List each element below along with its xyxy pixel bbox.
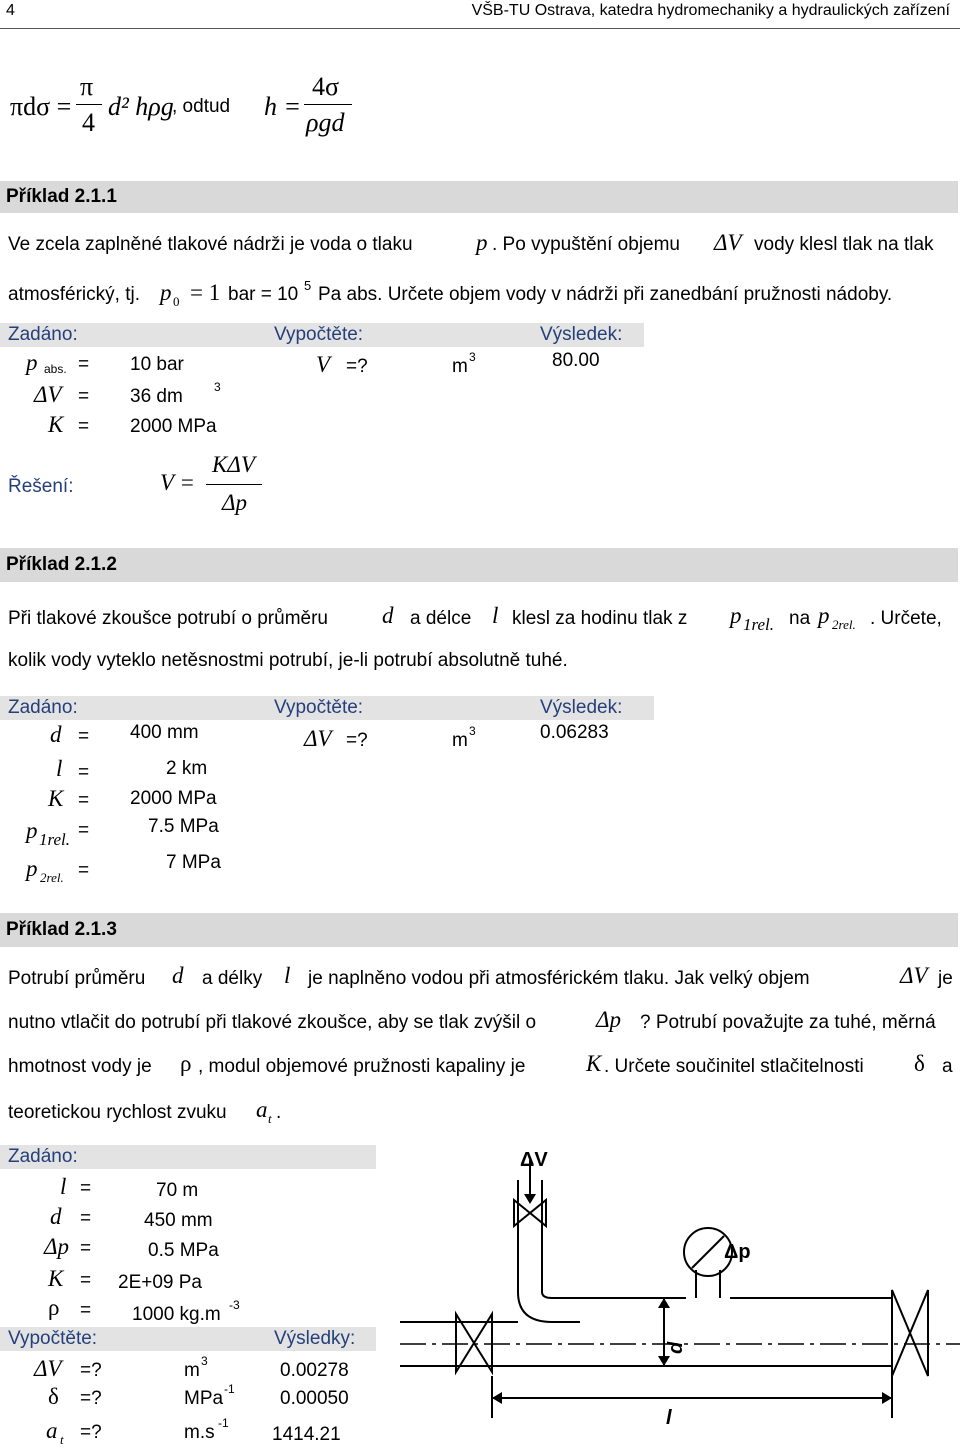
ex2-given-label: Zadáno:: [8, 697, 78, 718]
ex2-given-2-sym: K: [48, 786, 64, 811]
ex1-line2-b: bar = 10: [228, 284, 299, 305]
ex1-given-1-sym: ΔV: [34, 382, 62, 407]
ex2-line1-a: Při tlakové zkoušce potrubí o průměru: [8, 608, 328, 629]
example-1-title: Příklad 2.1.1: [6, 186, 117, 207]
ex2-compute-eq: =?: [346, 730, 368, 751]
figure-dv-label: ΔV: [520, 1149, 548, 1171]
ex2-given-3-sym: p: [26, 818, 38, 843]
ex1-solution-denominator: Δp: [222, 490, 247, 515]
gauge-needle: [692, 1236, 724, 1268]
formula-h-eq: h =: [264, 92, 302, 121]
ex1-result-label: Výsledek:: [540, 324, 623, 345]
ex3-given-4-sym: ρ: [48, 1295, 60, 1320]
ex3-line3-and: a: [942, 1056, 953, 1077]
ex3-line3-c: . Určete součinitel stlačitelnosti: [604, 1056, 864, 1077]
ex3-compute-2-exp: -1: [218, 1416, 229, 1430]
example-2-title-bar: [0, 548, 958, 582]
ex3-given-3-sym: K: [48, 1266, 64, 1291]
ex3-line1-b: a délky: [202, 968, 263, 989]
ex1-line1-dv: ΔV: [714, 230, 742, 255]
ex3-line1-d: d: [172, 963, 184, 988]
example-1-title-bar: [0, 181, 958, 213]
ex2-line2: kolik vody vyteklo netěsnostmi potrubí, je-li potrubí absolutně tuhé.: [8, 650, 568, 671]
ex2-line1-d: d: [382, 603, 394, 628]
ex1-compute-unit: m: [452, 356, 468, 377]
ex1-compute-exp: 3: [469, 350, 476, 364]
ex1-given-0-val: 10 bar: [130, 354, 184, 375]
ex3-compute-label: Vypočtěte:: [8, 1328, 98, 1349]
ex2-given-1-val: 2 km: [166, 758, 208, 779]
ex2-compute-sym: ΔV: [304, 726, 332, 751]
ex3-compute-1-unit: MPa: [184, 1388, 224, 1409]
ex3-given-label: Zadáno:: [8, 1146, 78, 1167]
ex2-compute-unit: m: [452, 730, 468, 751]
ex2-given-2-eq: =: [78, 790, 90, 811]
ex3-line3-b: , modul objemové pružnosti kapaliny je: [198, 1056, 526, 1077]
ex3-line4-b: .: [276, 1102, 282, 1123]
ex3-given-4-val: 1000 kg.m: [132, 1304, 221, 1325]
ex3-given-4-exp: -3: [229, 1298, 240, 1312]
ex3-compute-2-unit: m.s: [184, 1422, 215, 1443]
inlet-arrow-head: [524, 1194, 536, 1204]
ex2-given-0-val: 400 mm: [130, 722, 199, 743]
ex1-line2-c: Pa abs. Určete objem vody v nádrži při zanedbání pružnosti nádoby.: [318, 284, 893, 305]
formula-odtud: , odtud: [172, 96, 231, 117]
ex2-line1-na: na: [789, 608, 811, 629]
pipe-bend-outer: [518, 1292, 580, 1322]
ex3-given-3-eq: =: [80, 1270, 92, 1291]
ex2-given-4-sym: p: [26, 856, 38, 881]
formula-rhs: d² hρg: [108, 92, 174, 121]
ex3-line3-delta: δ: [914, 1051, 925, 1076]
ex1-solution-label: Řešení:: [8, 476, 74, 497]
formula-lhs: πdσ =: [10, 92, 72, 121]
ex2-line1-p1-sub: 1rel.: [743, 615, 775, 634]
ex1-compute-eq: =?: [346, 356, 368, 377]
page-number: 4: [6, 2, 15, 19]
ex1-solution-numerator: KΔV: [212, 452, 255, 477]
ex2-line1-l: l: [492, 603, 499, 628]
ex3-line3-rho: ρ: [180, 1051, 192, 1076]
ex1-given-1-exp: 3: [214, 380, 221, 394]
ex3-given-1-sym: d: [50, 1204, 62, 1229]
ex3-compute-2-sub: t: [60, 1432, 64, 1447]
ex3-line2-dp: Δp: [596, 1007, 621, 1032]
ex3-line3-a: hmotnost vody je: [8, 1056, 152, 1077]
formula-numerator: 4σ: [312, 72, 340, 101]
right-valve-icon: [892, 1290, 928, 1376]
ex3-line4-a: teoretickou rychlost zvuku: [8, 1102, 227, 1123]
ex3-line1-a: Potrubí průměru: [8, 968, 146, 989]
ex3-compute-2-result: 1414.21: [272, 1424, 341, 1445]
ex2-given-3-sub: 1rel.: [39, 830, 71, 849]
header-rule: [0, 28, 960, 29]
ex1-result: 80.00: [552, 350, 600, 371]
ex2-given-4-sub: 2rel.: [40, 870, 64, 885]
ex2-given-0-eq: =: [78, 726, 90, 747]
ex3-line2-b: ? Potrubí považujte za tuhé, měrná: [640, 1012, 936, 1033]
ex1-given-0-eq: =: [78, 354, 90, 375]
formula-denominator: ρgd: [306, 108, 345, 137]
ex3-given-4-eq: =: [80, 1300, 92, 1321]
ex2-line1-c: klesl za hodinu tlak z: [512, 608, 688, 629]
ex3-given-1-eq: =: [80, 1208, 92, 1229]
ex2-compute-label: Vypočtěte:: [274, 697, 364, 718]
ex3-given-2-sym: Δp: [44, 1234, 69, 1259]
ex1-given-2-sym: K: [48, 412, 64, 437]
ex1-line1-p: p: [476, 230, 488, 255]
ex1-line1-a: Ve zcela zaplněné tlakové nádrži je voda o tlaku: [8, 234, 413, 255]
dimension-l-arrow-left: [492, 1392, 502, 1404]
ex2-given-1-eq: =: [78, 762, 90, 783]
dimension-l-arrow-right: [882, 1392, 892, 1404]
figure-d-label: d: [665, 1341, 687, 1354]
ex2-compute-exp: 3: [469, 724, 476, 738]
ex3-line2-a: nutno vtlačit do potrubí při tlakové zkoušce, aby se tlak zvýšil o: [8, 1012, 537, 1033]
ex1-given-0-sym: p: [26, 350, 38, 375]
pipe-diagram: [400, 1140, 960, 1446]
ex2-given-1-sym: l: [56, 756, 63, 781]
ex3-given-0-val: 70 m: [156, 1180, 199, 1201]
formula-four: 4: [82, 108, 95, 137]
ex1-given-1-eq: =: [78, 386, 90, 407]
ex2-line1-p2-sub: 2rel.: [832, 617, 856, 632]
example-2-title: Příklad 2.1.2: [6, 554, 117, 575]
ex2-given-4-eq: =: [78, 860, 90, 881]
dimension-d-arrow-top: [658, 1298, 670, 1308]
formula-frac-line-2: [304, 104, 352, 105]
ex1-line1-c: vody klesl tlak na tlak: [754, 234, 934, 255]
ex3-line3-k: K: [586, 1051, 602, 1076]
ex1-given-2-eq: =: [78, 416, 90, 437]
ex3-given-0-eq: =: [80, 1178, 92, 1199]
ex3-compute-0-unit: m: [184, 1360, 200, 1381]
ex2-result-label: Výsledek:: [540, 697, 623, 718]
ex1-solution-lhs: V =: [160, 470, 195, 495]
formula-pi: π: [80, 72, 94, 101]
ex3-compute-0-exp: 3: [201, 1354, 208, 1368]
ex1-line2-eq: = 1: [190, 280, 221, 305]
ex2-result: 0.06283: [540, 722, 609, 743]
ex1-line2-a: atmosférický, tj.: [8, 284, 140, 305]
ex3-compute-2-eq: =?: [80, 1422, 102, 1443]
ex2-line1-b: a délce: [410, 608, 472, 629]
ex2-given-3-val: 7.5 MPa: [148, 816, 219, 837]
ex1-given-0-sub: abs.: [44, 362, 67, 376]
example-3-title: Příklad 2.1.3: [6, 919, 117, 940]
ex3-compute-2-sym: a: [46, 1418, 58, 1443]
ex1-line2-exp: 5: [304, 278, 312, 293]
ex2-line1-p1: p: [730, 603, 742, 628]
ex3-given-3-val: 2E+09 Pa: [118, 1272, 202, 1293]
ex3-results-label: Výsledky:: [274, 1328, 356, 1349]
ex3-compute-1-exp: -1: [224, 1382, 235, 1396]
institution-title: VŠB-TU Ostrava, katedra hydromechaniky a hydraulických zařízení: [471, 2, 950, 19]
ex3-line4-at: a: [256, 1097, 268, 1122]
ex2-line1-p2: p: [818, 603, 830, 628]
pipe-bend-inner: [542, 1292, 580, 1298]
ex3-given-1-val: 450 mm: [144, 1210, 213, 1231]
ex1-line1-b: . Po vypuštění objemu: [492, 234, 680, 255]
ex3-line1-c: je naplněno vodou při atmosférickém tlaku. Jak velký objem: [308, 968, 810, 989]
ex1-given-2-val: 2000 MPa: [130, 416, 217, 437]
ex3-compute-0-sym: ΔV: [34, 1356, 62, 1381]
ex3-given-2-eq: =: [80, 1238, 92, 1259]
ex3-line4-at-sub: t: [268, 1111, 272, 1126]
ex1-given-label: Zadáno:: [8, 324, 78, 345]
ex3-compute-1-eq: =?: [80, 1388, 102, 1409]
ex1-line2-p0: p: [160, 280, 172, 305]
example-3-title-bar: [0, 913, 958, 947]
ex3-given-0-sym: l: [60, 1174, 67, 1199]
ex2-given-3-eq: =: [78, 820, 90, 841]
ex2-line1-d2: . Určete,: [870, 608, 942, 629]
ex2-given-2-val: 2000 MPa: [130, 788, 217, 809]
ex3-line1-dv: ΔV: [900, 963, 928, 988]
figure-l-label: l: [666, 1407, 672, 1429]
ex3-line1-e: je: [938, 968, 953, 989]
figure-dp-label: Δp: [724, 1241, 751, 1263]
formula-frac-line-1: [76, 104, 102, 105]
ex1-compute-sym: V: [316, 352, 331, 377]
ex3-given-2-val: 0.5 MPa: [148, 1240, 219, 1261]
ex2-given-4-val: 7 MPa: [166, 852, 221, 873]
ex1-line2-p0-sub: 0: [173, 294, 180, 309]
ex2-given-0-sym: d: [50, 722, 62, 747]
ex3-line1-l: l: [284, 963, 291, 988]
ex1-solution-frac-line: [206, 484, 262, 485]
ex3-compute-0-result: 0.00278: [280, 1360, 349, 1381]
ex3-compute-1-sym: δ: [48, 1384, 59, 1409]
ex3-compute-1-result: 0.00050: [280, 1388, 349, 1409]
ex1-compute-label: Vypočtěte:: [274, 324, 364, 345]
dimension-d-arrow-bottom: [658, 1356, 670, 1366]
ex3-compute-0-eq: =?: [80, 1360, 102, 1381]
ex1-given-1-val: 36 dm: [130, 386, 183, 407]
